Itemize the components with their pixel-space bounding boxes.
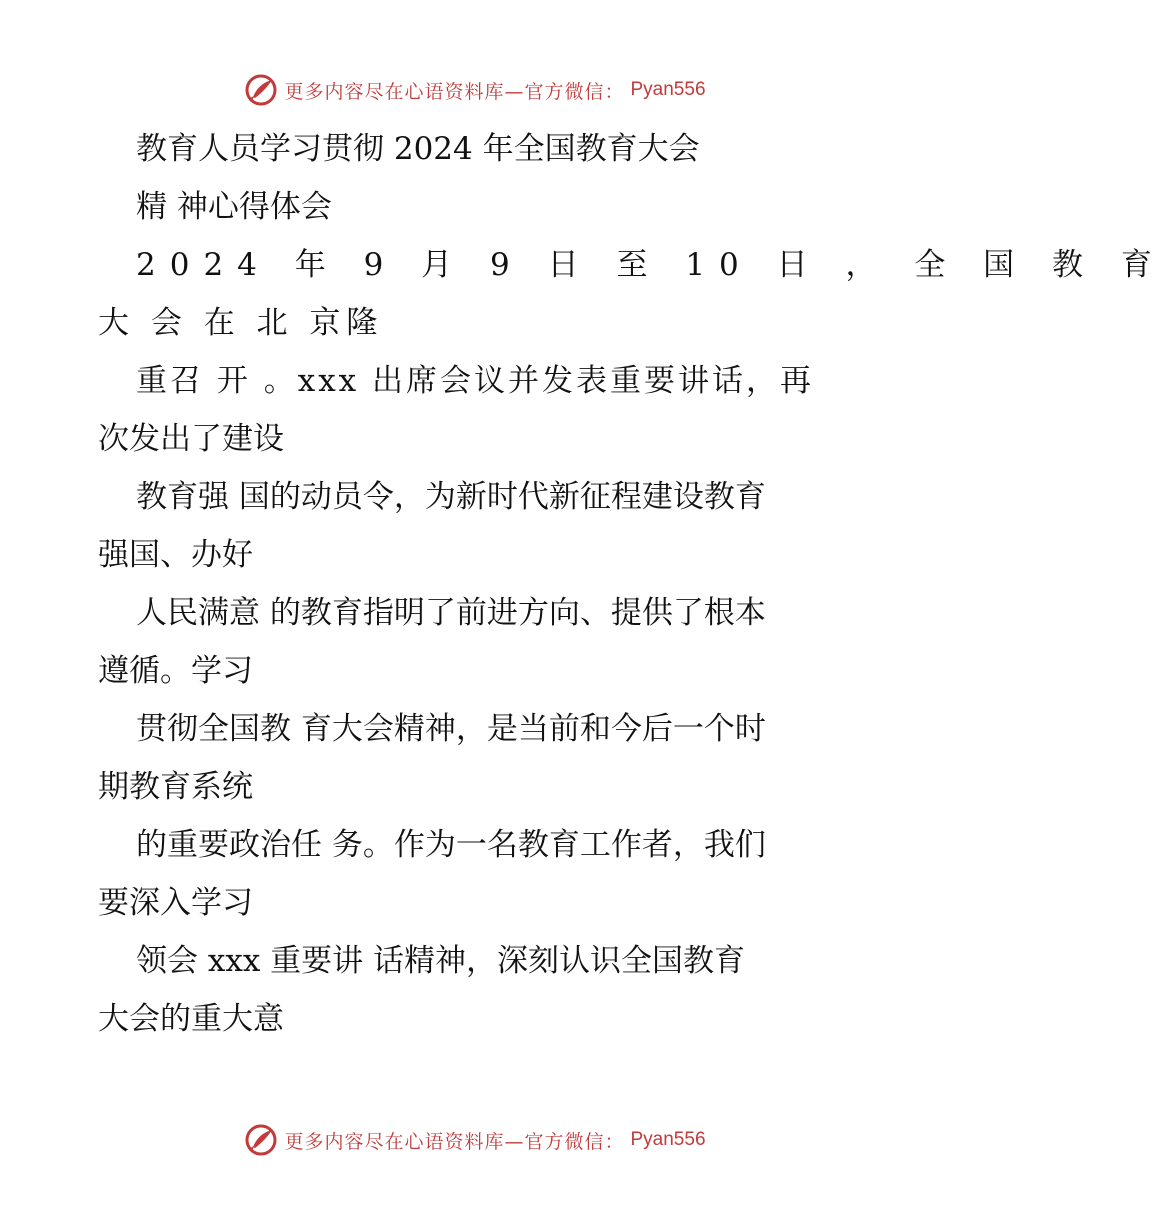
feather-pen-logo-icon (244, 73, 278, 107)
body-line: 的重要政治任 务。作为一名教育工作者，我们 (136, 827, 766, 863)
body-line: 领会 xxx 重要讲 话精神，深刻认识全国教育 (136, 943, 746, 979)
footer-watermark (0, 1120, 950, 1160)
watermark-wechat-id: Pyan556 (630, 79, 706, 100)
body-line: 教育强 国的动员令，为新时代新征程建设教育 (136, 479, 766, 515)
title-line-2: 精 神心得体会 (136, 189, 332, 225)
body-line: 重召 开 。xxx 出席会议并发表重要讲话，再 (136, 363, 815, 399)
title-line-1: 教育人员学习贯彻 2024 年全国教育大会 (136, 131, 700, 167)
body-line: 次发出了建设 (98, 421, 284, 457)
watermark-text: 更多内容尽在心语资料库—官方微信： (284, 80, 625, 103)
body-line: 人民满意 的教育指明了前进方向、提供了根本 (136, 595, 766, 631)
body-line: 要深入学习 (98, 885, 253, 921)
body-line: 遵循。学习 (98, 653, 253, 689)
document-body (98, 120, 1166, 1048)
body-line: 贯彻全国教 育大会精神，是当前和今后一个时 (136, 711, 766, 747)
watermark-text: 更多内容尽在心语资料库—官方微信： (284, 1130, 625, 1153)
body-line: 强国、办好 (98, 537, 253, 573)
body-line: 2024 年 9 月 9 日 至 10 日 ， 全 国 教 育 (136, 247, 1166, 283)
feather-pen-logo-icon (244, 1123, 278, 1157)
body-line: 大会的重大意 (98, 1001, 284, 1037)
watermark-wechat-id: Pyan556 (630, 1129, 706, 1150)
body-line: 期教育系统 (98, 769, 253, 805)
body-line: 大 会 在 北 京隆 (98, 305, 384, 341)
header-watermark (0, 70, 950, 110)
